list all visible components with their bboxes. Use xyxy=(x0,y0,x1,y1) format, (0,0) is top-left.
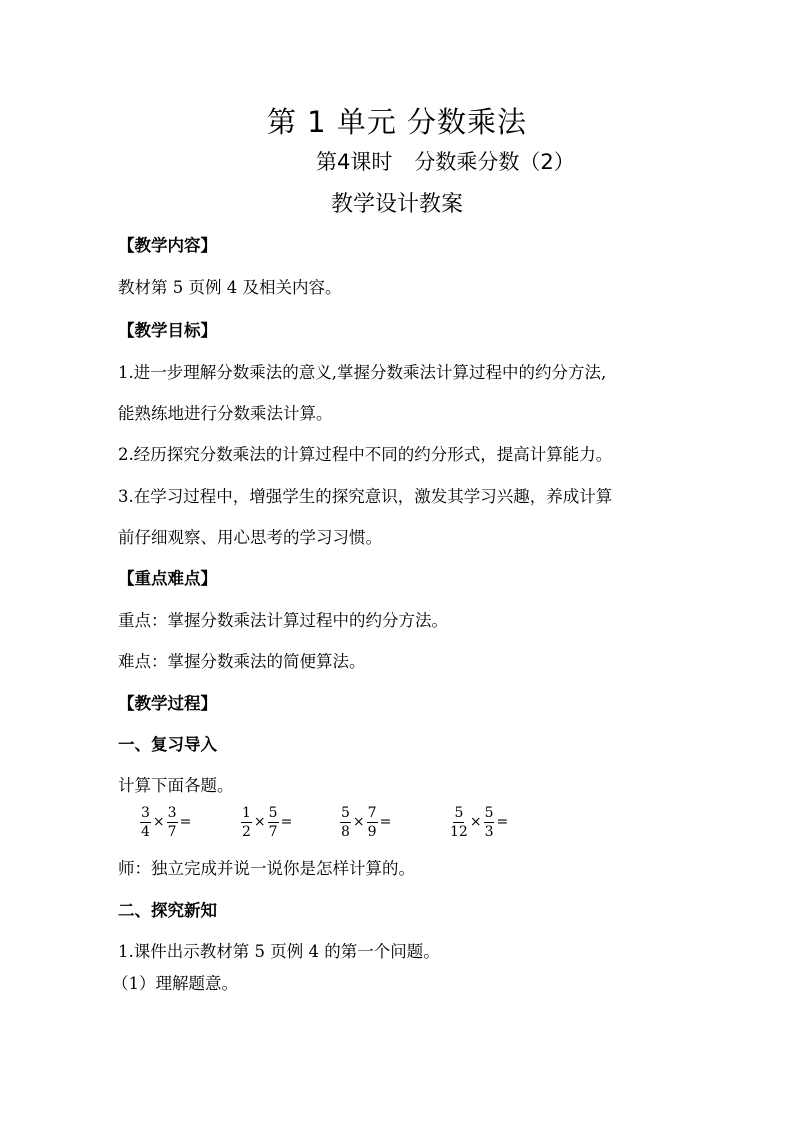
denominator: 3 xyxy=(484,823,494,840)
exercise-4 xyxy=(450,804,510,840)
difficult-point: 难点：掌握分数乘法的简便算法。 xyxy=(118,652,366,671)
part-2-subitem-1: （1）理解题意。 xyxy=(112,974,238,993)
numerator: 5 xyxy=(454,804,464,821)
lesson-topic: 分数乘分数（2） xyxy=(414,150,575,174)
fraction xyxy=(450,806,468,839)
numerator: 5 xyxy=(484,804,494,821)
section-heading-key-points: 【重点难点】 xyxy=(118,569,217,588)
lesson-subtitle xyxy=(316,146,575,176)
denominator: 7 xyxy=(268,823,278,840)
part-2-item-1: 1.课件出示教材第 5 页例 4 的第一个问题。 xyxy=(118,942,440,961)
times-sign: × xyxy=(352,814,365,830)
content-text: 教材第 5 页例 4 及相关内容。 xyxy=(118,278,342,297)
fraction xyxy=(340,806,351,839)
numerator: 5 xyxy=(268,804,278,821)
times-sign: × xyxy=(152,814,165,830)
exercise-1 xyxy=(140,804,193,840)
numerator: 5 xyxy=(341,804,350,821)
exercise-3 xyxy=(340,804,393,840)
fraction xyxy=(241,806,252,839)
denominator: 8 xyxy=(341,823,350,840)
part-2-heading: 二、探究新知 xyxy=(118,901,217,920)
document-type: 教学设计教案 xyxy=(330,192,463,217)
fraction xyxy=(140,806,151,839)
denominator: 4 xyxy=(141,823,150,840)
times-sign: × xyxy=(253,814,266,830)
exercise-row xyxy=(0,804,794,840)
part-1-text: 计算下面各题。 xyxy=(118,776,234,795)
numerator: 1 xyxy=(242,804,251,821)
denominator: 12 xyxy=(450,823,468,840)
key-point: 重点：掌握分数乘法计算过程中的约分方法。 xyxy=(118,611,448,630)
fraction xyxy=(367,806,378,839)
fraction xyxy=(268,806,279,839)
section-heading-goals: 【教学目标】 xyxy=(118,321,217,340)
numerator: 3 xyxy=(167,804,177,821)
fraction xyxy=(167,806,178,839)
numerator: 7 xyxy=(367,804,377,821)
denominator: 2 xyxy=(242,823,251,840)
numerator: 3 xyxy=(141,804,150,821)
goal-1-line-2: 能熟练地进行分数乘法计算。 xyxy=(118,404,333,423)
goal-3-line-1: 3.在学习过程中，增强学生的探究意识，激发其学习兴趣，养成计算 xyxy=(118,487,613,506)
part-1-heading: 一、复习导入 xyxy=(118,735,217,754)
equals-sign: = xyxy=(280,814,293,830)
times-sign: × xyxy=(469,814,482,830)
equals-sign: = xyxy=(379,814,392,830)
exercise-2 xyxy=(241,804,294,840)
equals-sign: = xyxy=(179,814,192,830)
lesson-number: 第4课时 xyxy=(316,150,393,174)
goal-1-line-1: 1.进一步理解分数乘法的意义,掌握分数乘法计算过程中的约分方法, xyxy=(118,363,607,382)
teacher-instruction: 师：独立完成并说一说你是怎样计算的。 xyxy=(118,859,415,878)
goal-3-line-2: 前仔细观察、用心思考的学习习惯。 xyxy=(118,528,382,547)
goal-2: 2.经历探究分数乘法的计算过程中不同的约分形式，提高计算能力。 xyxy=(118,445,613,464)
equals-sign: = xyxy=(496,814,509,830)
denominator: 7 xyxy=(167,823,177,840)
fraction xyxy=(484,806,495,839)
section-heading-content: 【教学内容】 xyxy=(118,236,217,255)
unit-title: 第 1 单元 分数乘法 xyxy=(266,105,528,139)
denominator: 9 xyxy=(367,823,377,840)
section-heading-process: 【教学过程】 xyxy=(118,694,217,713)
